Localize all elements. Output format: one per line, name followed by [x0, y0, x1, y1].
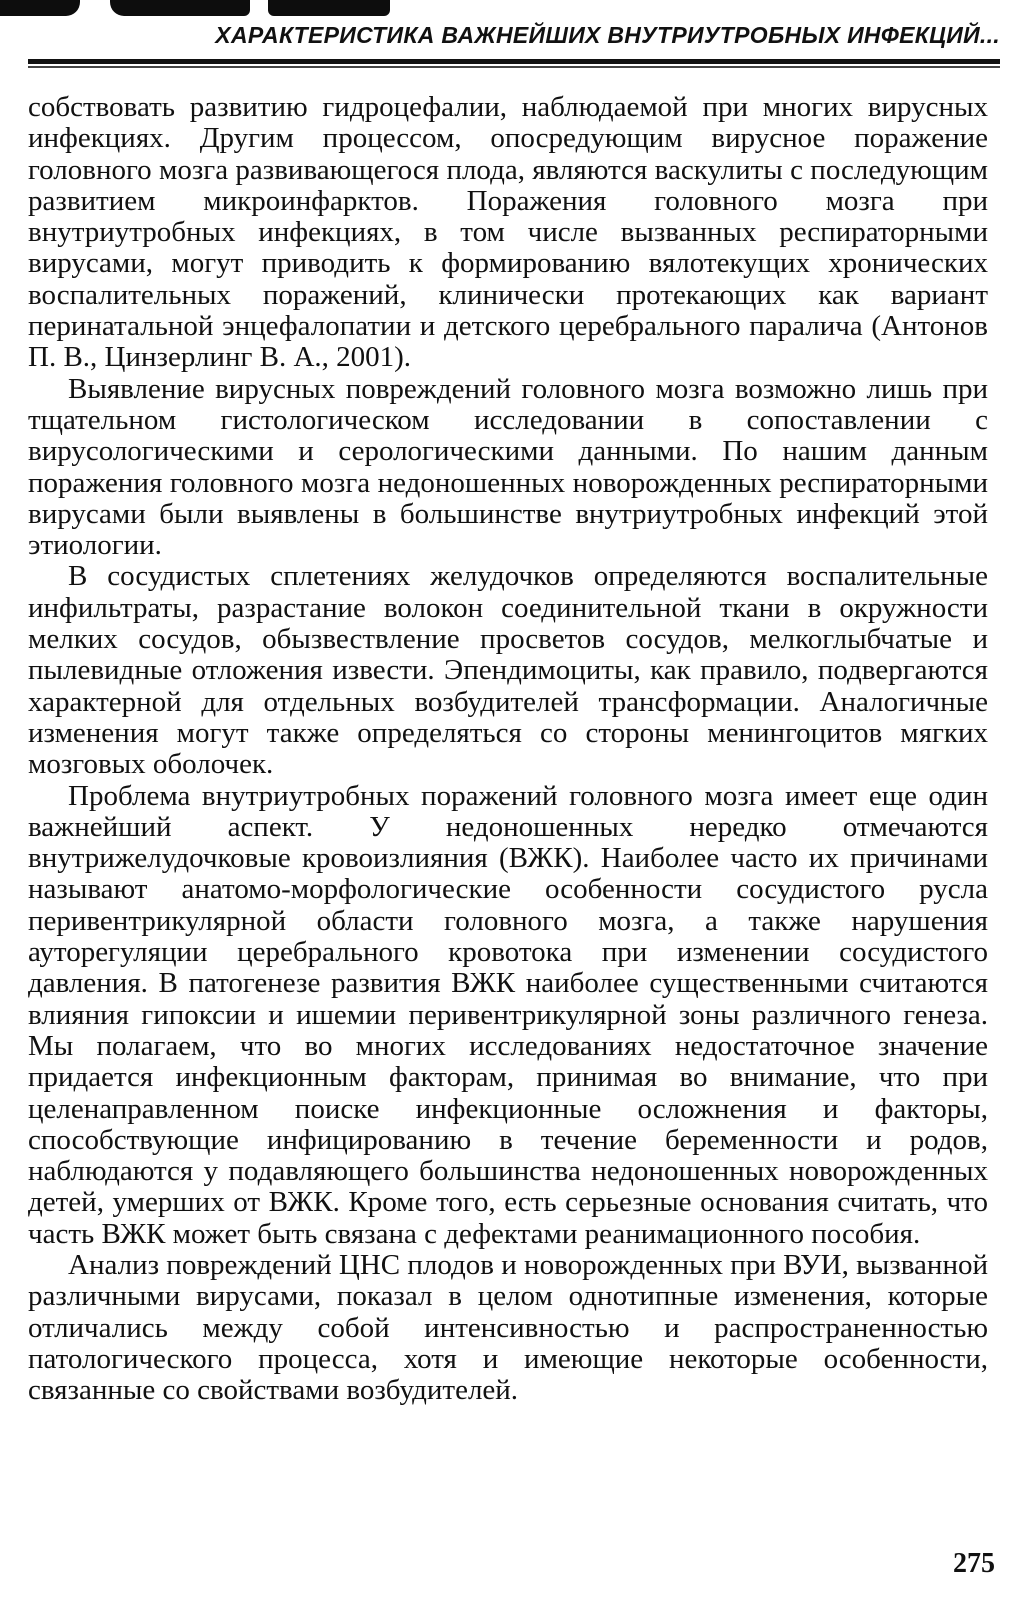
body-text: [28, 92, 988, 1406]
paragraph: Анализ повреждений ЦНС плодов и новорожденных при ВУИ, вызванной различными вирусами, показал в целом однотипные изменения, которые отличались между собой интенсивностью и распространенностью патологического процесса, хотя и имеющие некоторые особенности, связанные со свойствами возбудителей.: [28, 1248, 988, 1407]
page-corner-mark: [110, 0, 250, 16]
paragraph: В сосудистых сплетениях желудочков определяются воспалительные инфильтраты, разрастание волокон соединительной ткани в окружности мелких сосудов, обызвествление просветов сосудов, мелкоглыбчатые и пылевидные отложения извести. Эпендимоциты, как правило, подвергаются характерной для отдельных возбудителей трансформации. Аналогичные изменения могут также определяться со стороны менингоцитов мягких мозговых оболочек.: [28, 560, 988, 781]
page-corner-mark: [268, 0, 390, 16]
page-number: 275: [953, 1548, 995, 1579]
header-rule: [28, 59, 1000, 64]
paragraph: собствовать развитию гидроцефалии, наблюдаемой при многих вирусных инфекциях. Другим процессом, опосредующим вирусное поражение головного мозга развивающегося плода, являются васкулиты с последующим развитием микроинфарктов. Поражения головного мозга при внутриутробных инфекциях, в том числе вызванных респираторными вирусами, могут приводить к формированию вялотекущих хронических воспалительных поражений, клинически протекающих как вариант перинатальной энцефалопатии и детского церебрального паралича (Антонов П. В., Цинзерлинг В. А., 2001).: [28, 91, 988, 374]
header-rule-thin: [28, 66, 1000, 68]
paragraph: Выявление вирусных повреждений головного мозга возможно лишь при тщательном гистологическом исследовании в сопоставлении с вирусологическими и серологическими данными. По нашим данным поражения головного мозга недоношенных новорожденных респираторными вирусами были выявлены в большинстве внутриутробных инфекций этой этиологии.: [28, 372, 988, 562]
running-header: ХАРАКТЕРИСТИКА ВАЖНЕЙШИХ ВНУТРИУТРОБНЫХ ИНФЕКЦИЙ...: [215, 22, 1000, 48]
paragraph: Проблема внутриутробных поражений головного мозга имеет еще один важнейший аспект. У недоношенных нередко отмечаются внутрижелудочковые кровоизлияния (ВЖК). Наиболее часто их причинами называют анатомо-морфологические особенности сосудистого русла перивентрикулярной области головного мозга, а также нарушения ауторегуляции церебрального кровотока при изменении сосудистого давления. В патогенезе развития ВЖК наиболее существенными считаются влияния гипоксии и ишемии перивентрикулярной зоны различного генеза. Мы полагаем, что во многих исследованиях недостаточное значение придается инфекционным факторам, принимая во внимание, что при целенаправленном поиске инфекционные осложнения и факторы, способствующие инфицированию в течение беременности и родов, наблюдаются у подавляющего большинства недоношенных новорожденных детей, умерших от ВЖК. Кроме того, есть серьезные основания считать, что часть ВЖК может быть связана с дефектами реанимационного пособия.: [28, 779, 988, 1250]
page-corner-mark: [0, 0, 80, 16]
